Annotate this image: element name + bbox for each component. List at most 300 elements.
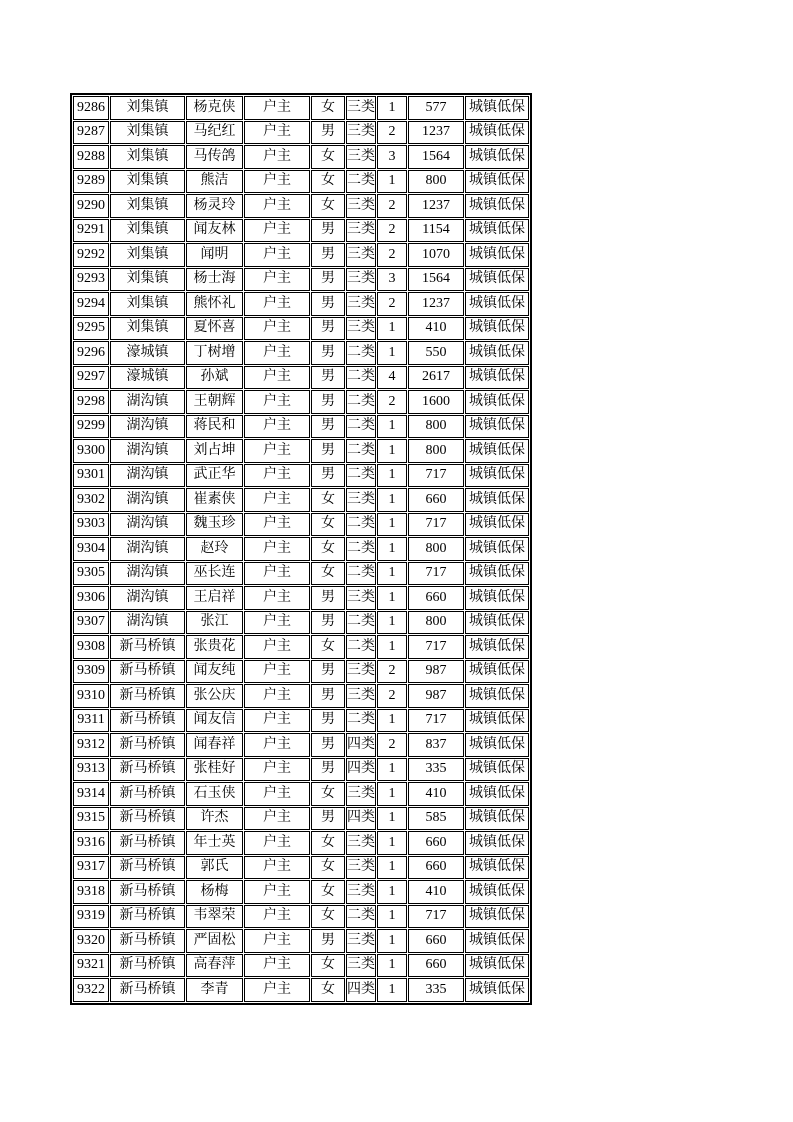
cell-town: 刘集镇 bbox=[110, 170, 185, 194]
cell-gender: 男 bbox=[311, 390, 345, 414]
cell-town: 湖沟镇 bbox=[110, 562, 185, 586]
cell-town: 新马桥镇 bbox=[110, 905, 185, 929]
cell-relation: 户主 bbox=[244, 243, 310, 267]
cell-benefit: 城镇低保 bbox=[465, 684, 529, 708]
cell-gender: 女 bbox=[311, 537, 345, 561]
cell-amount: 660 bbox=[408, 488, 464, 512]
cell-relation: 户主 bbox=[244, 733, 310, 757]
cell-amount: 660 bbox=[408, 954, 464, 978]
cell-benefit: 城镇低保 bbox=[465, 537, 529, 561]
table-row bbox=[73, 758, 529, 782]
cell-gender: 男 bbox=[311, 439, 345, 463]
cell-persons: 1 bbox=[377, 537, 407, 561]
cell-benefit: 城镇低保 bbox=[465, 758, 529, 782]
cell-gender: 女 bbox=[311, 635, 345, 659]
cell-persons: 1 bbox=[377, 464, 407, 488]
table-row bbox=[73, 243, 529, 267]
table-row bbox=[73, 292, 529, 316]
cell-town: 刘集镇 bbox=[110, 243, 185, 267]
cell-amount: 717 bbox=[408, 562, 464, 586]
cell-relation: 户主 bbox=[244, 831, 310, 855]
cell-serial: 9292 bbox=[73, 243, 109, 267]
cell-serial: 9298 bbox=[73, 390, 109, 414]
cell-amount: 1237 bbox=[408, 194, 464, 218]
cell-category: 三类 bbox=[346, 856, 376, 880]
cell-persons: 1 bbox=[377, 758, 407, 782]
cell-persons: 1 bbox=[377, 978, 407, 1002]
cell-name: 许杰 bbox=[186, 807, 243, 831]
cell-name: 崔素侠 bbox=[186, 488, 243, 512]
cell-amount: 660 bbox=[408, 586, 464, 610]
cell-name: 闻春祥 bbox=[186, 733, 243, 757]
cell-category: 三类 bbox=[346, 684, 376, 708]
table-row bbox=[73, 513, 529, 537]
cell-name: 杨士海 bbox=[186, 268, 243, 292]
cell-relation: 户主 bbox=[244, 660, 310, 684]
cell-category: 二类 bbox=[346, 415, 376, 439]
cell-amount: 660 bbox=[408, 856, 464, 880]
cell-amount: 987 bbox=[408, 684, 464, 708]
cell-relation: 户主 bbox=[244, 782, 310, 806]
cell-persons: 2 bbox=[377, 390, 407, 414]
cell-town: 刘集镇 bbox=[110, 96, 185, 120]
cell-town: 新马桥镇 bbox=[110, 635, 185, 659]
cell-name: 武正华 bbox=[186, 464, 243, 488]
cell-serial: 9295 bbox=[73, 317, 109, 341]
cell-category: 三类 bbox=[346, 194, 376, 218]
cell-benefit: 城镇低保 bbox=[465, 954, 529, 978]
cell-name: 熊洁 bbox=[186, 170, 243, 194]
cell-gender: 男 bbox=[311, 219, 345, 243]
cell-benefit: 城镇低保 bbox=[465, 929, 529, 953]
cell-persons: 1 bbox=[377, 415, 407, 439]
cell-category: 四类 bbox=[346, 978, 376, 1002]
cell-benefit: 城镇低保 bbox=[465, 243, 529, 267]
cell-town: 湖沟镇 bbox=[110, 415, 185, 439]
cell-persons: 2 bbox=[377, 292, 407, 316]
cell-gender: 女 bbox=[311, 978, 345, 1002]
cell-relation: 户主 bbox=[244, 758, 310, 782]
cell-persons: 1 bbox=[377, 488, 407, 512]
table-row bbox=[73, 96, 529, 120]
cell-name: 魏玉珍 bbox=[186, 513, 243, 537]
cell-persons: 1 bbox=[377, 635, 407, 659]
cell-gender: 女 bbox=[311, 488, 345, 512]
cell-town: 湖沟镇 bbox=[110, 513, 185, 537]
cell-benefit: 城镇低保 bbox=[465, 145, 529, 169]
cell-relation: 户主 bbox=[244, 415, 310, 439]
table-row bbox=[73, 415, 529, 439]
cell-benefit: 城镇低保 bbox=[465, 635, 529, 659]
cell-serial: 9300 bbox=[73, 439, 109, 463]
cell-benefit: 城镇低保 bbox=[465, 194, 529, 218]
cell-name: 王朝辉 bbox=[186, 390, 243, 414]
cell-gender: 男 bbox=[311, 268, 345, 292]
cell-relation: 户主 bbox=[244, 121, 310, 145]
cell-gender: 男 bbox=[311, 464, 345, 488]
cell-amount: 1070 bbox=[408, 243, 464, 267]
cell-gender: 男 bbox=[311, 366, 345, 390]
cell-benefit: 城镇低保 bbox=[465, 96, 529, 120]
cell-town: 濠城镇 bbox=[110, 341, 185, 365]
cell-relation: 户主 bbox=[244, 513, 310, 537]
cell-name: 杨克侠 bbox=[186, 96, 243, 120]
cell-persons: 2 bbox=[377, 219, 407, 243]
cell-amount: 1237 bbox=[408, 121, 464, 145]
cell-relation: 户主 bbox=[244, 537, 310, 561]
cell-category: 二类 bbox=[346, 562, 376, 586]
cell-relation: 户主 bbox=[244, 145, 310, 169]
table-row bbox=[73, 366, 529, 390]
table-row bbox=[73, 611, 529, 635]
cell-relation: 户主 bbox=[244, 390, 310, 414]
cell-name: 闻友林 bbox=[186, 219, 243, 243]
cell-gender: 女 bbox=[311, 170, 345, 194]
cell-serial: 9302 bbox=[73, 488, 109, 512]
cell-benefit: 城镇低保 bbox=[465, 464, 529, 488]
cell-gender: 女 bbox=[311, 905, 345, 929]
cell-persons: 1 bbox=[377, 611, 407, 635]
cell-town: 新马桥镇 bbox=[110, 831, 185, 855]
cell-persons: 1 bbox=[377, 439, 407, 463]
cell-category: 二类 bbox=[346, 635, 376, 659]
cell-category: 三类 bbox=[346, 268, 376, 292]
table-row bbox=[73, 733, 529, 757]
cell-benefit: 城镇低保 bbox=[465, 905, 529, 929]
table-row bbox=[73, 978, 529, 1002]
table-row bbox=[73, 586, 529, 610]
cell-benefit: 城镇低保 bbox=[465, 733, 529, 757]
cell-town: 湖沟镇 bbox=[110, 439, 185, 463]
cell-name: 蒋民和 bbox=[186, 415, 243, 439]
cell-relation: 户主 bbox=[244, 317, 310, 341]
cell-relation: 户主 bbox=[244, 464, 310, 488]
cell-benefit: 城镇低保 bbox=[465, 121, 529, 145]
table-row bbox=[73, 317, 529, 341]
cell-gender: 男 bbox=[311, 758, 345, 782]
table-row bbox=[73, 782, 529, 806]
cell-serial: 9308 bbox=[73, 635, 109, 659]
table-row bbox=[73, 464, 529, 488]
cell-persons: 2 bbox=[377, 121, 407, 145]
cell-relation: 户主 bbox=[244, 586, 310, 610]
cell-relation: 户主 bbox=[244, 807, 310, 831]
cell-benefit: 城镇低保 bbox=[465, 170, 529, 194]
cell-amount: 1600 bbox=[408, 390, 464, 414]
cell-gender: 男 bbox=[311, 929, 345, 953]
cell-town: 湖沟镇 bbox=[110, 537, 185, 561]
cell-name: 闻友纯 bbox=[186, 660, 243, 684]
cell-benefit: 城镇低保 bbox=[465, 219, 529, 243]
table-row bbox=[73, 880, 529, 904]
cell-serial: 9322 bbox=[73, 978, 109, 1002]
cell-gender: 男 bbox=[311, 121, 345, 145]
table-row bbox=[73, 268, 529, 292]
cell-gender: 女 bbox=[311, 880, 345, 904]
cell-category: 三类 bbox=[346, 219, 376, 243]
table-row bbox=[73, 831, 529, 855]
cell-relation: 户主 bbox=[244, 96, 310, 120]
cell-amount: 577 bbox=[408, 96, 464, 120]
cell-persons: 2 bbox=[377, 243, 407, 267]
cell-relation: 户主 bbox=[244, 439, 310, 463]
cell-amount: 1564 bbox=[408, 145, 464, 169]
cell-persons: 1 bbox=[377, 170, 407, 194]
cell-persons: 1 bbox=[377, 856, 407, 880]
cell-gender: 女 bbox=[311, 96, 345, 120]
cell-benefit: 城镇低保 bbox=[465, 611, 529, 635]
cell-name: 郭氏 bbox=[186, 856, 243, 880]
cell-gender: 男 bbox=[311, 684, 345, 708]
cell-name: 闻明 bbox=[186, 243, 243, 267]
table-row bbox=[73, 954, 529, 978]
cell-persons: 1 bbox=[377, 831, 407, 855]
cell-serial: 9301 bbox=[73, 464, 109, 488]
cell-category: 三类 bbox=[346, 954, 376, 978]
cell-serial: 9288 bbox=[73, 145, 109, 169]
cell-amount: 2617 bbox=[408, 366, 464, 390]
cell-amount: 800 bbox=[408, 439, 464, 463]
cell-relation: 户主 bbox=[244, 880, 310, 904]
cell-benefit: 城镇低保 bbox=[465, 562, 529, 586]
table-row bbox=[73, 219, 529, 243]
cell-name: 马传鸽 bbox=[186, 145, 243, 169]
cell-gender: 男 bbox=[311, 660, 345, 684]
cell-serial: 9289 bbox=[73, 170, 109, 194]
cell-town: 刘集镇 bbox=[110, 268, 185, 292]
cell-category: 三类 bbox=[346, 586, 376, 610]
cell-category: 四类 bbox=[346, 807, 376, 831]
cell-amount: 410 bbox=[408, 880, 464, 904]
cell-amount: 1154 bbox=[408, 219, 464, 243]
cell-category: 三类 bbox=[346, 121, 376, 145]
cell-persons: 2 bbox=[377, 660, 407, 684]
cell-category: 二类 bbox=[346, 170, 376, 194]
cell-benefit: 城镇低保 bbox=[465, 268, 529, 292]
cell-relation: 户主 bbox=[244, 954, 310, 978]
cell-category: 二类 bbox=[346, 341, 376, 365]
cell-name: 年士英 bbox=[186, 831, 243, 855]
cell-serial: 9313 bbox=[73, 758, 109, 782]
cell-benefit: 城镇低保 bbox=[465, 292, 529, 316]
cell-name: 杨灵玲 bbox=[186, 194, 243, 218]
cell-amount: 800 bbox=[408, 415, 464, 439]
cell-amount: 335 bbox=[408, 758, 464, 782]
cell-persons: 4 bbox=[377, 366, 407, 390]
cell-serial: 9287 bbox=[73, 121, 109, 145]
table-row bbox=[73, 439, 529, 463]
cell-town: 湖沟镇 bbox=[110, 611, 185, 635]
cell-serial: 9307 bbox=[73, 611, 109, 635]
cell-benefit: 城镇低保 bbox=[465, 586, 529, 610]
table-row bbox=[73, 170, 529, 194]
cell-serial: 9315 bbox=[73, 807, 109, 831]
cell-category: 二类 bbox=[346, 709, 376, 733]
cell-relation: 户主 bbox=[244, 341, 310, 365]
cell-gender: 男 bbox=[311, 586, 345, 610]
cell-town: 湖沟镇 bbox=[110, 464, 185, 488]
cell-amount: 717 bbox=[408, 513, 464, 537]
table-body bbox=[73, 96, 529, 1002]
cell-benefit: 城镇低保 bbox=[465, 856, 529, 880]
cell-gender: 女 bbox=[311, 145, 345, 169]
cell-persons: 2 bbox=[377, 684, 407, 708]
cell-gender: 男 bbox=[311, 341, 345, 365]
cell-persons: 1 bbox=[377, 586, 407, 610]
cell-gender: 男 bbox=[311, 733, 345, 757]
cell-persons: 1 bbox=[377, 562, 407, 586]
cell-persons: 1 bbox=[377, 341, 407, 365]
cell-gender: 女 bbox=[311, 831, 345, 855]
cell-category: 二类 bbox=[346, 439, 376, 463]
cell-town: 湖沟镇 bbox=[110, 488, 185, 512]
cell-gender: 女 bbox=[311, 954, 345, 978]
cell-relation: 户主 bbox=[244, 292, 310, 316]
cell-serial: 9312 bbox=[73, 733, 109, 757]
cell-amount: 717 bbox=[408, 905, 464, 929]
cell-category: 二类 bbox=[346, 537, 376, 561]
table-row bbox=[73, 635, 529, 659]
cell-relation: 户主 bbox=[244, 635, 310, 659]
table-row bbox=[73, 390, 529, 414]
cell-category: 二类 bbox=[346, 905, 376, 929]
cell-serial: 9291 bbox=[73, 219, 109, 243]
cell-serial: 9293 bbox=[73, 268, 109, 292]
cell-persons: 1 bbox=[377, 513, 407, 537]
cell-persons: 1 bbox=[377, 317, 407, 341]
cell-name: 张江 bbox=[186, 611, 243, 635]
table-row bbox=[73, 194, 529, 218]
cell-name: 李青 bbox=[186, 978, 243, 1002]
table-row bbox=[73, 341, 529, 365]
cell-amount: 800 bbox=[408, 537, 464, 561]
table-row bbox=[73, 121, 529, 145]
cell-category: 三类 bbox=[346, 660, 376, 684]
cell-category: 二类 bbox=[346, 464, 376, 488]
cell-town: 新马桥镇 bbox=[110, 684, 185, 708]
cell-town: 新马桥镇 bbox=[110, 733, 185, 757]
cell-serial: 9310 bbox=[73, 684, 109, 708]
cell-benefit: 城镇低保 bbox=[465, 660, 529, 684]
cell-town: 新马桥镇 bbox=[110, 978, 185, 1002]
cell-category: 三类 bbox=[346, 317, 376, 341]
table-row bbox=[73, 929, 529, 953]
cell-amount: 585 bbox=[408, 807, 464, 831]
cell-name: 韦翠荣 bbox=[186, 905, 243, 929]
cell-category: 三类 bbox=[346, 831, 376, 855]
cell-amount: 1237 bbox=[408, 292, 464, 316]
cell-town: 新马桥镇 bbox=[110, 807, 185, 831]
cell-relation: 户主 bbox=[244, 488, 310, 512]
cell-town: 刘集镇 bbox=[110, 317, 185, 341]
cell-serial: 9304 bbox=[73, 537, 109, 561]
cell-name: 巫长连 bbox=[186, 562, 243, 586]
cell-relation: 户主 bbox=[244, 562, 310, 586]
cell-serial: 9318 bbox=[73, 880, 109, 904]
cell-town: 新马桥镇 bbox=[110, 782, 185, 806]
table-row bbox=[73, 856, 529, 880]
cell-gender: 女 bbox=[311, 562, 345, 586]
cell-gender: 男 bbox=[311, 243, 345, 267]
cell-amount: 717 bbox=[408, 709, 464, 733]
cell-benefit: 城镇低保 bbox=[465, 709, 529, 733]
cell-town: 刘集镇 bbox=[110, 121, 185, 145]
cell-serial: 9296 bbox=[73, 341, 109, 365]
cell-persons: 2 bbox=[377, 733, 407, 757]
cell-benefit: 城镇低保 bbox=[465, 831, 529, 855]
cell-category: 二类 bbox=[346, 366, 376, 390]
cell-benefit: 城镇低保 bbox=[465, 782, 529, 806]
cell-town: 湖沟镇 bbox=[110, 390, 185, 414]
cell-relation: 户主 bbox=[244, 709, 310, 733]
welfare-roster-table bbox=[70, 93, 532, 1005]
cell-relation: 户主 bbox=[244, 929, 310, 953]
table-row bbox=[73, 684, 529, 708]
cell-category: 四类 bbox=[346, 758, 376, 782]
cell-amount: 410 bbox=[408, 317, 464, 341]
cell-amount: 800 bbox=[408, 170, 464, 194]
cell-name: 刘占坤 bbox=[186, 439, 243, 463]
cell-benefit: 城镇低保 bbox=[465, 390, 529, 414]
cell-gender: 男 bbox=[311, 317, 345, 341]
cell-town: 新马桥镇 bbox=[110, 709, 185, 733]
cell-category: 三类 bbox=[346, 292, 376, 316]
cell-name: 熊怀礼 bbox=[186, 292, 243, 316]
cell-serial: 9319 bbox=[73, 905, 109, 929]
cell-category: 二类 bbox=[346, 611, 376, 635]
cell-name: 王启祥 bbox=[186, 586, 243, 610]
cell-serial: 9290 bbox=[73, 194, 109, 218]
cell-persons: 1 bbox=[377, 929, 407, 953]
cell-benefit: 城镇低保 bbox=[465, 513, 529, 537]
cell-persons: 1 bbox=[377, 96, 407, 120]
cell-category: 二类 bbox=[346, 390, 376, 414]
cell-category: 三类 bbox=[346, 929, 376, 953]
cell-serial: 9321 bbox=[73, 954, 109, 978]
cell-gender: 女 bbox=[311, 513, 345, 537]
cell-amount: 660 bbox=[408, 831, 464, 855]
cell-relation: 户主 bbox=[244, 219, 310, 243]
cell-benefit: 城镇低保 bbox=[465, 880, 529, 904]
cell-town: 新马桥镇 bbox=[110, 929, 185, 953]
cell-category: 四类 bbox=[346, 733, 376, 757]
cell-town: 新马桥镇 bbox=[110, 660, 185, 684]
cell-amount: 335 bbox=[408, 978, 464, 1002]
cell-persons: 1 bbox=[377, 905, 407, 929]
cell-town: 刘集镇 bbox=[110, 219, 185, 243]
cell-persons: 3 bbox=[377, 268, 407, 292]
cell-amount: 550 bbox=[408, 341, 464, 365]
cell-gender: 男 bbox=[311, 807, 345, 831]
cell-serial: 9314 bbox=[73, 782, 109, 806]
table-row bbox=[73, 145, 529, 169]
cell-amount: 717 bbox=[408, 464, 464, 488]
cell-persons: 1 bbox=[377, 807, 407, 831]
table-row bbox=[73, 537, 529, 561]
table-row bbox=[73, 709, 529, 733]
cell-town: 湖沟镇 bbox=[110, 586, 185, 610]
cell-serial: 9294 bbox=[73, 292, 109, 316]
cell-serial: 9297 bbox=[73, 366, 109, 390]
cell-serial: 9316 bbox=[73, 831, 109, 855]
cell-category: 三类 bbox=[346, 782, 376, 806]
cell-persons: 1 bbox=[377, 709, 407, 733]
cell-serial: 9311 bbox=[73, 709, 109, 733]
cell-name: 石玉侠 bbox=[186, 782, 243, 806]
cell-name: 杨梅 bbox=[186, 880, 243, 904]
cell-relation: 户主 bbox=[244, 194, 310, 218]
cell-benefit: 城镇低保 bbox=[465, 415, 529, 439]
